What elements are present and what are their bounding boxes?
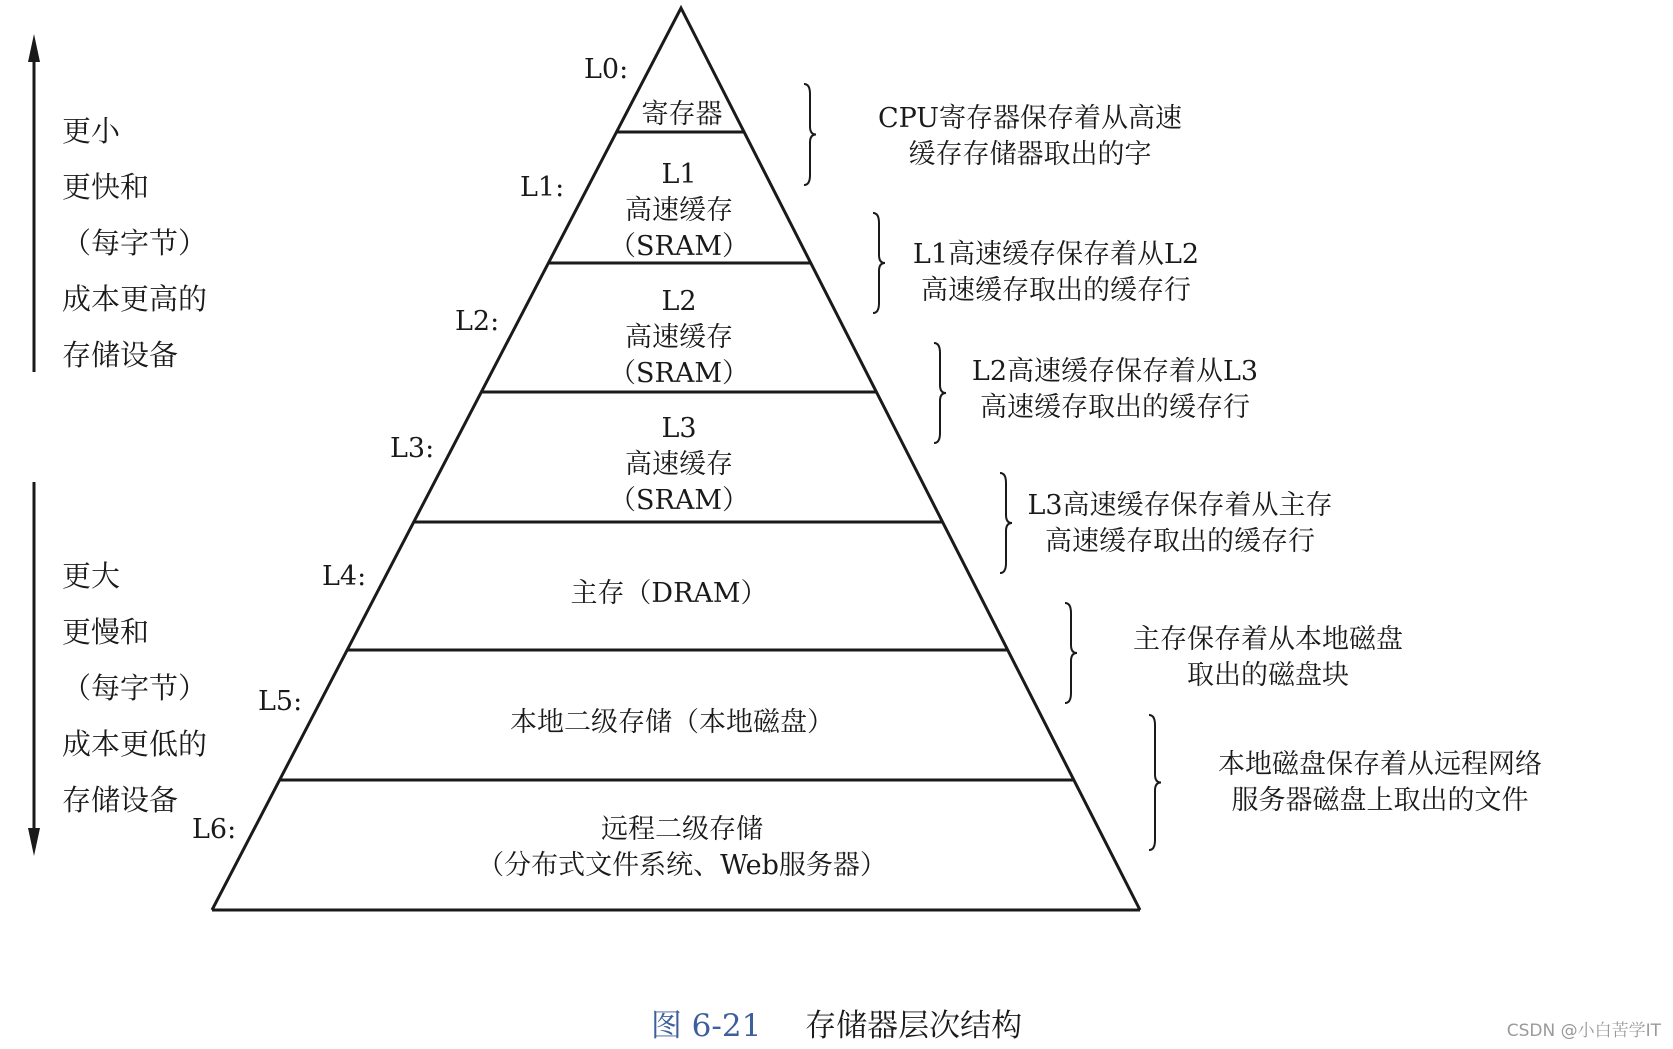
bottom-side-line: 存储设备 xyxy=(62,783,179,817)
top-side-text xyxy=(62,103,207,383)
caption-number: 图 6-21 xyxy=(650,1008,762,1044)
top-side-line: 更快和 xyxy=(62,170,150,204)
level-name-l1: 高速缓存 xyxy=(625,195,733,226)
level-name-l1: （SRAM） xyxy=(609,231,749,262)
level-name-l4: 主存（DRAM） xyxy=(570,578,768,609)
top-side-line: 存储设备 xyxy=(62,338,179,372)
watermark: CSDN @小白苦学IT xyxy=(1506,1021,1661,1041)
right-brace-icon xyxy=(1000,473,1012,573)
right-brace-icon xyxy=(1065,603,1077,703)
bottom-side-line: 成本更低的 xyxy=(62,727,208,761)
level-label-l6: L6: xyxy=(192,814,237,845)
level-label-l4: L4: xyxy=(322,561,367,592)
right-brace-icon xyxy=(873,213,885,313)
level-name-l5: 本地二级存储（本地磁盘） xyxy=(510,707,834,738)
right-brace-icon xyxy=(934,343,946,443)
level-description-l4: 主存保存着从本地磁盘 xyxy=(1133,624,1403,655)
top-side-line: （每字节） xyxy=(62,226,208,260)
level-description-l1: L1高速缓存保存着从L2 xyxy=(912,239,1200,270)
level-name-l2: 高速缓存 xyxy=(625,322,733,353)
level-name-l3: （SRAM） xyxy=(609,485,749,516)
bottom-side-line: （每字节） xyxy=(62,671,208,705)
level-description-l0: 缓存存储器取出的字 xyxy=(908,139,1152,170)
level-name-l0: 寄存器 xyxy=(641,99,723,130)
level-name-l2: （SRAM） xyxy=(609,358,749,389)
level-label-l0: L0: xyxy=(584,54,629,85)
level-name-l3: L3 xyxy=(661,413,697,444)
figure-caption xyxy=(0,1000,1673,1045)
down-arrow-icon xyxy=(28,828,40,856)
bottom-side-line: 更大 xyxy=(62,559,121,593)
level-label-l2: L2: xyxy=(455,306,500,337)
right-brace-icon xyxy=(804,84,816,185)
level-name-l1: L1 xyxy=(661,159,697,190)
top-side-line: 成本更高的 xyxy=(62,282,208,316)
level-description-l5: 本地磁盘保存着从远程网络 xyxy=(1218,749,1542,780)
level-description-l5: 服务器磁盘上取出的文件 xyxy=(1231,785,1529,816)
level-label-l1: L1: xyxy=(520,172,565,203)
caption-title: 存储器层次结构 xyxy=(805,1008,1023,1044)
right-brace-icon xyxy=(1149,715,1161,850)
level-description-l3: L3高速缓存保存着从主存 xyxy=(1027,490,1333,521)
level-description-l0: CPU寄存器保存着从高速 xyxy=(877,103,1183,134)
level-description-l4: 取出的磁盘块 xyxy=(1187,660,1349,691)
level-name-l3: 高速缓存 xyxy=(625,449,733,480)
level-description-l3: 高速缓存取出的缓存行 xyxy=(1045,526,1315,557)
top-side-line: 更小 xyxy=(62,114,121,148)
bottom-side-line: 更慢和 xyxy=(62,615,150,649)
level-label-l5: L5: xyxy=(258,686,303,717)
bottom-side-text xyxy=(62,548,207,828)
level-description-l2: L2高速缓存保存着从L3 xyxy=(971,356,1259,387)
level-label-l3: L3: xyxy=(390,433,435,464)
level-name-l6: 远程二级存储 xyxy=(601,814,763,845)
level-name-l6: （分布式文件系统、Web服务器） xyxy=(477,850,887,881)
up-arrow-icon xyxy=(28,34,40,62)
level-name-l2: L2 xyxy=(661,286,697,317)
level-description-l1: 高速缓存取出的缓存行 xyxy=(921,275,1191,306)
level-description-l2: 高速缓存取出的缓存行 xyxy=(980,392,1250,423)
